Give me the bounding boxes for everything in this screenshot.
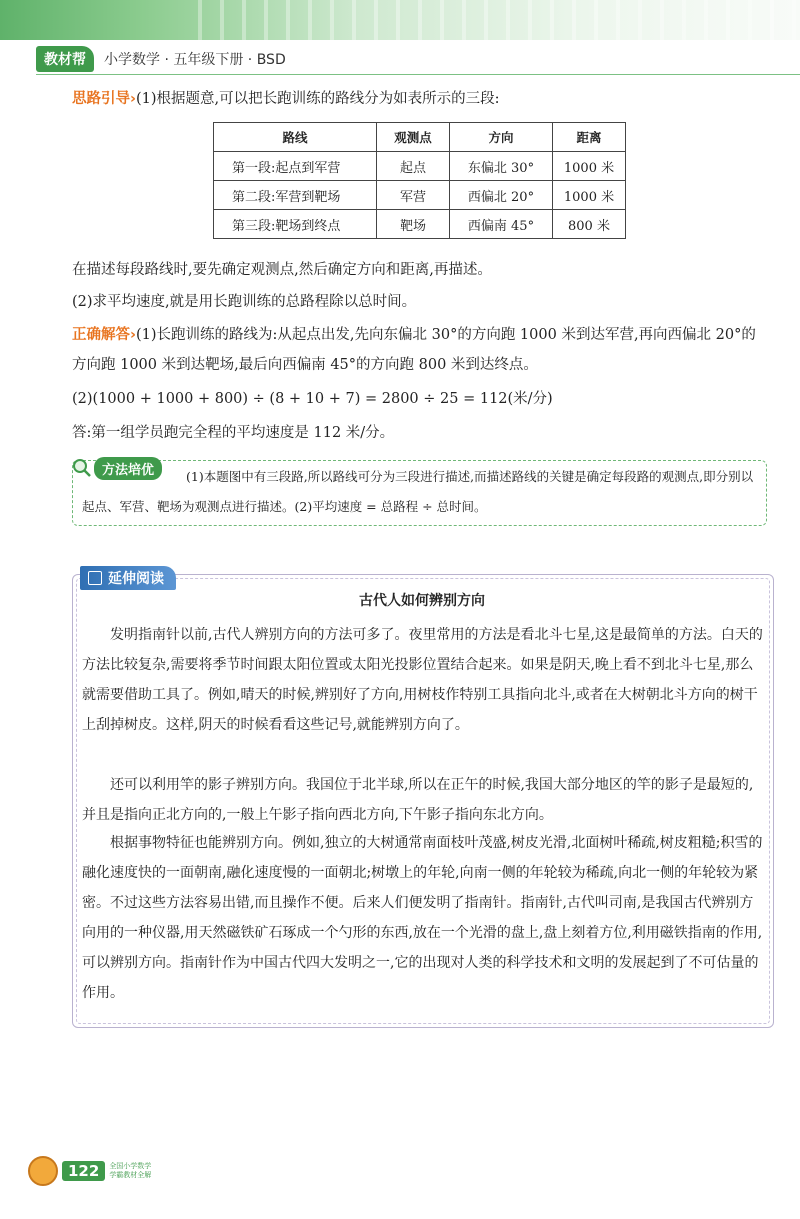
method-text: (1)本题图中有三段路,所以路线可分为三段进行描述,而描述路线的关键是确定每段路的观测点,即分别以起点、军营、靶场为观测点进行描述。(2)平均速度 = 总路程 ÷ 总时间。 xyxy=(82,469,754,514)
table-header: 距离 xyxy=(553,123,626,152)
route-table xyxy=(213,122,626,239)
table-cell: 800 米 xyxy=(553,210,626,239)
answer-part-2: (2)(1000 + 1000 + 800) ÷ (8 + 10 + 7) = 2800 ÷ 25 = 112(米/分) xyxy=(72,391,553,407)
table-cell: 西偏北 20° xyxy=(450,181,553,210)
extended-paragraph: 根据事物特征也能辨别方向。例如,独立的大树通常南面枝叶茂盛,树皮光滑,北面树叶稀疏,树皮粗糙;积雪的融化速度快的一面朝南,融化速度慢的一面朝北;树墩上的年轮,向南一侧的年轮较为稀疏,向北一侧的年轮较为紧密。 xyxy=(82,835,763,911)
extended-title: 古代人如何辨别方向 xyxy=(359,593,485,609)
page-number: 122 xyxy=(62,1161,105,1181)
footer-series xyxy=(109,1162,151,1180)
table-row xyxy=(214,210,626,239)
guide-intro: (1)根据题意,可以把长跑训练的路线分为如表所示的三段: xyxy=(135,91,500,107)
table-row xyxy=(214,152,626,181)
guide-line-2: (2)求平均速度,就是用长跑训练的总路程除以总时间。 xyxy=(72,294,417,310)
table-cell: 东偏北 30° xyxy=(450,152,553,181)
table-cell: 1000 米 xyxy=(553,152,626,181)
table-row xyxy=(214,181,626,210)
footer-line-1: 全国小学数学 xyxy=(109,1162,152,1170)
table-header: 方向 xyxy=(450,123,553,152)
table-cell: 西偏南 45° xyxy=(450,210,553,239)
answer-part-1 xyxy=(72,320,762,380)
band-stripes xyxy=(180,0,800,40)
label-arrow-icon: › xyxy=(130,91,136,107)
header-divider xyxy=(36,74,800,75)
page-footer xyxy=(28,1156,151,1186)
method-label: 方法培优 xyxy=(94,457,162,480)
extended-paragraph: 还可以利用竿的影子辨别方向。我国位于北半球,所以在正午的时候,我国大部分地区的竿的影子是最短的,并且是指向正北方向的,一般上午影子指向西北方向,下午影子指向东北方向。 xyxy=(82,777,754,823)
guide-line-1: 在描述每段路线时,要先确定观测点,然后确定方向和距离,再描述。 xyxy=(72,262,492,278)
book-icon xyxy=(88,571,102,585)
mascot-icon xyxy=(28,1156,58,1186)
book-title: 小学数学 · 五年级下册 · BSD xyxy=(104,52,286,68)
answer-text-1: (1)长跑训练的路线为:从起点出发,先向东偏北 30°的方向跑 1000 米到达军营,再向西偏北 20°的方向跑 1000 米到达靶场,最后向西偏南 45°的方向跑 800 米到达终点。 xyxy=(72,327,756,373)
table-cell: 靶场 xyxy=(377,210,450,239)
answer-label: 正确解答 xyxy=(72,327,130,343)
extended-paragraph: 发明指南针以前,古代人辨别方向的方法可多了。夜里常用的方法是看北斗七星,这是最简单的方法。白天的方法比较复杂,需要将季节时间跟太阳位置或太阳光投影位置结合起来。如果是阴天,晚上看不到北斗七星,那么就需要借助工具了。例如,晴天的时候,辨别好了方向,用树枝作特别工具指向北斗,或者在大树朝北斗方向的树干上刮掉树皮。这样,阴天的时候看看这些记号,就能辨别方向了。 xyxy=(82,627,763,733)
footer-line-2: 学霸教材全解 xyxy=(109,1171,152,1179)
guide-intro-line xyxy=(72,84,762,114)
table-cell: 第二段:军营到靶场 xyxy=(214,181,377,210)
top-decoration-band xyxy=(0,0,800,40)
answer-conclusion: 答:第一组学员跑完全程的平均速度是 112 米/分。 xyxy=(72,425,395,441)
table-header: 路线 xyxy=(214,123,377,152)
extended-tag xyxy=(80,566,176,590)
label-arrow-icon: › xyxy=(130,327,136,343)
table-cell: 1000 米 xyxy=(553,181,626,210)
table-cell: 军营 xyxy=(377,181,450,210)
page-header xyxy=(36,46,286,72)
table-cell: 第三段:靶场到终点 xyxy=(214,210,377,239)
extended-label: 延伸阅读 xyxy=(108,571,164,587)
table-cell: 起点 xyxy=(377,152,450,181)
guide-label: 思路引导 xyxy=(72,91,130,107)
table-header-row xyxy=(214,123,626,152)
table-header: 观测点 xyxy=(377,123,450,152)
extended-paragraph: 不过这些方法容易出错,而且操作不便。后来人们便发明了指南针。指南针,古代叫司南,是我国古代辨别方向用的一种仪器,用天然磁铁矿石琢成一个勺形的东西,放在一个光滑的盘上,盘上刻着方位,利用磁铁指南的作用,可以辨别方向。指南针作为中国古代四大发明之一,它的出现对人类的科学技术和文明的发展起到了不可估量的作用。 xyxy=(82,895,763,1001)
brand-tag: 教材帮 xyxy=(36,46,94,72)
table-cell: 第一段:起点到军营 xyxy=(214,152,377,181)
